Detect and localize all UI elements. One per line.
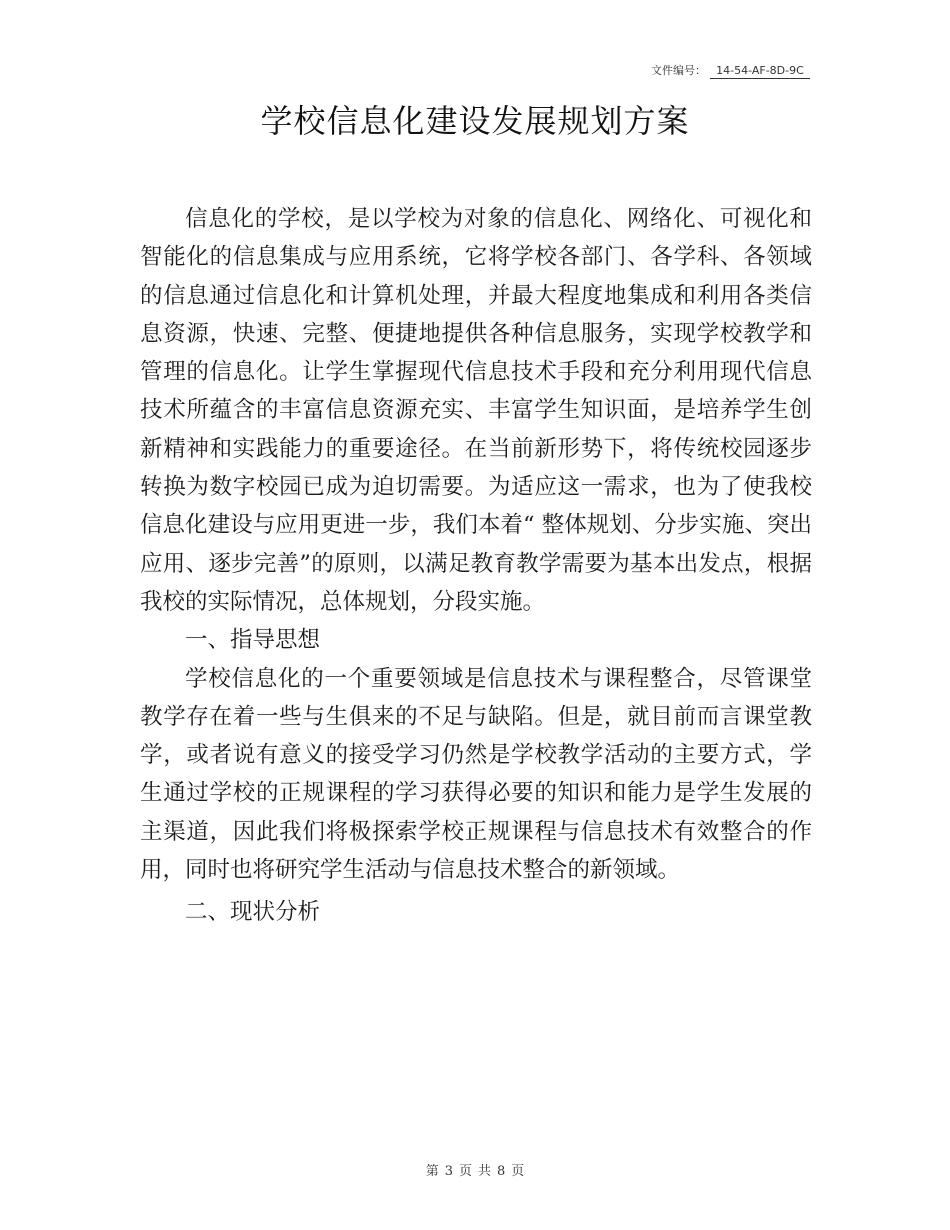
footer-page-unit: 页 — [458, 1164, 472, 1179]
section-heading-guiding-ideology: 一、指导思想 — [185, 627, 321, 654]
footer-page-number: 3 — [444, 1164, 453, 1179]
guiding-ideology-paragraph: 学校信息化的一个重要领域是信息技术与课程整合，尽管课堂教学存在着一些与生俱来的不足与缺陷。但是，就目前而言课堂教学，或者说有意义的接受学习仍然是学校教学活动的主要方式，学生通过学校的正规课程的学习获得必要的知识和能力是学生发展的主渠道，因此我们将极探索学校正规课程与信息技术有效整合的作用，同时也将研究学生活动与信息技术整合的新领域。 — [140, 665, 812, 884]
footer-total-unit: 页 — [511, 1164, 525, 1179]
footer-total-word: 共 — [478, 1164, 492, 1179]
intro-paragraph: 信息化的学校，是以学校为对象的信息化、网络化、可视化和智能化的信息集成与应用系统，它将学校各部门、各学科、各领域的信息通过信息化和计算机处理，并最大程度地集成和利用各类信息资源，快速、完整、便捷地提供各种信息服务，实现学校教学和管理的信息化。让学生掌握现代信息技术手段和充分利用现代信息技术所蕴含的丰富信息资源充实、丰富学生知识面，是培养学生创新精神和实践能力的重要途径。在当前新形势下，将传统校园逐步转换为数字校园已成为迫切需要。为适应这一需求，也为了使我校信息化建设与应用更进一步，我们本着“ 整体规划、分步实施、突出应用、逐步完善”的原则，以满足教育教学需要为基本出发点，根据我校的实际情况，总体规划，分段实施。 — [140, 206, 812, 615]
footer-page-word: 第 — [425, 1164, 439, 1179]
document-title: 学校信息化建设发展规划方案 — [260, 102, 690, 140]
document-number-value: 14-54-AF-8D-9C — [710, 64, 810, 79]
section-heading-status-analysis: 二、现状分析 — [185, 899, 321, 926]
document-number-label: 文件编号： — [651, 64, 706, 77]
document-body — [140, 200, 812, 932]
page-footer — [0, 1160, 950, 1179]
document-number — [651, 62, 810, 79]
footer-total-pages: 8 — [497, 1164, 506, 1179]
